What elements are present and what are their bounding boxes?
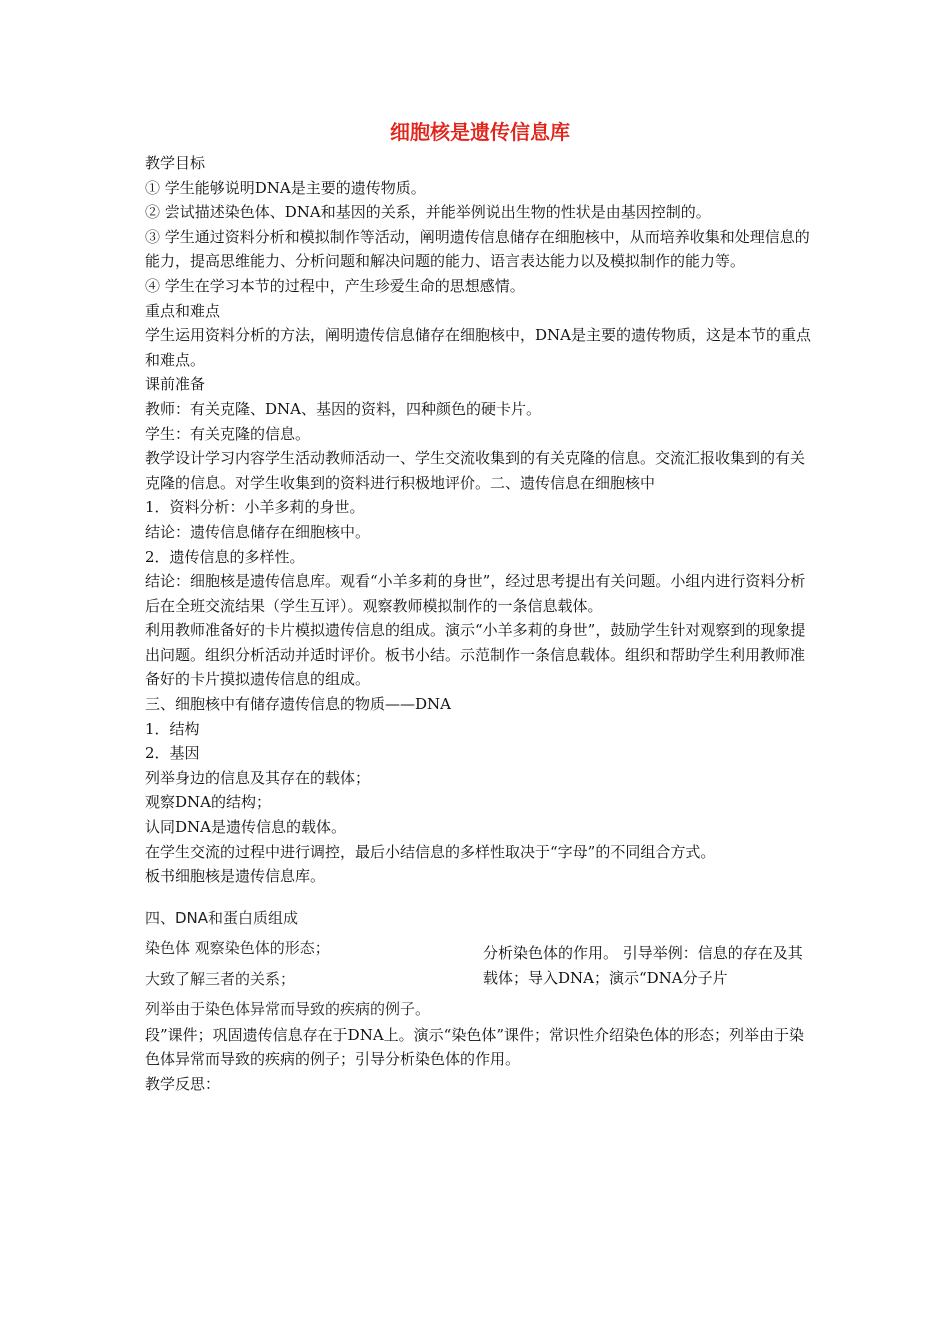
paragraph: ② 尝试描述染色体、DNA和基因的关系，并能举例说出生物的性状是由基因控制的。 <box>145 203 711 222</box>
paragraph: 课前准备 <box>145 375 206 394</box>
paragraph: 重点和难点 <box>145 301 221 320</box>
paragraph: 段”课件；巩固遗传信息存在于DNA上。演示“染色体”课件；常识性介绍染色体的形态；列举由于染色体异常而导致的疾病的例子；引导分析染色体的作用。 <box>145 1025 804 1069</box>
paragraph: 1．结构 <box>145 719 200 738</box>
paragraph: 列举身边的信息及其存在的载体； <box>145 768 371 787</box>
paragraph: 教师：有关克隆、DNA、基因的资料，四种颜色的硬卡片。 <box>145 399 541 418</box>
body-text <box>145 151 815 889</box>
paragraph: 结论：细胞核是遗传信息库。观看“小羊多莉的身世”，经过思考提出有关问题。小组内进行资料分析后在全班交流结果（学生互评）。观察教师模拟制作的一条信息载体。 <box>145 572 806 615</box>
paragraph: 结论：遗传信息储存在细胞核中。 <box>145 522 371 541</box>
paragraph: 三、细胞核中有储存遗传信息的物质——DNA <box>145 695 451 714</box>
image-text-line: 大致了解三者的关系； <box>145 969 296 988</box>
paragraph: 教学目标 <box>145 154 206 172</box>
paragraph: 利用教师准备好的卡片模拟遗传信息的组成。演示“小羊多莉的身世”，鼓励学生针对观察到的现象提出问题。组织分析活动并适时评价。板书小结。示范制作一条信息载体。组织和帮助学生利用教师准备好的卡片摸拟遗传信息的组成。 <box>145 621 806 689</box>
image-text-line: 染色体 观察染色体的形态； <box>145 939 330 958</box>
paragraph: 2．基因 <box>145 744 200 763</box>
paragraph: 教学反思： <box>145 1075 221 1093</box>
image-text-line: 四、DNA和蛋白质组成 <box>145 908 299 927</box>
image-text-line: 列举由于染色体异常而导致的疾病的例子。 <box>145 1000 431 1019</box>
side-paragraph: 分析染色体的作用。 引导举例：信息的存在及其载体；导入DNA；演示“DNA分子片 <box>483 943 803 987</box>
embedded-image-section <box>145 903 815 1023</box>
paragraph: 教学设计学习内容学生活动教师活动一、学生交流收集到的有关克隆的信息。交流汇报收集到的有关克隆的信息。对学生收集到的资料进行积极地评价。二、遗传信息在细胞核中 <box>145 449 806 492</box>
embedded-text-image <box>145 903 475 1025</box>
document-title: 细胞核是遗传信息库 <box>390 120 570 144</box>
paragraph: ③ 学生通过资料分析和模拟制作等活动，阐明遗传信息储存在细胞核中，从而培养收集和处理信息的能力，提高思维能力、分析问题和解决问题的能力、语言表达能力以及模拟制作的能力等。 <box>145 227 810 271</box>
paragraph: 2．遗传信息的多样性。 <box>145 547 305 566</box>
paragraph: 板书细胞核是遗传信息库。 <box>145 867 326 886</box>
paragraph: ① 学生能够说明DNA是主要的遗传物质。 <box>145 178 426 197</box>
document-page <box>145 118 815 1097</box>
paragraph: 学生：有关克隆的信息。 <box>145 424 311 443</box>
paragraph: 认同DNA是遗传信息的载体。 <box>145 818 346 837</box>
paragraph: 1．资料分析：小羊多莉的身世。 <box>145 498 365 517</box>
paragraph: 学生运用资料分析的方法，阐明遗传信息储存在细胞核中，DNA是主要的遗传物质，这是本节的重点和难点。 <box>145 326 811 369</box>
paragraph: ④ 学生在学习本节的过程中，产生珍爱生命的思想感情。 <box>145 276 525 295</box>
paragraph: 在学生交流的过程中进行调控，最后小结信息的多样性取决于“字母”的不同组合方式。 <box>145 842 716 861</box>
paragraph: 观察DNA的结构； <box>145 793 271 812</box>
